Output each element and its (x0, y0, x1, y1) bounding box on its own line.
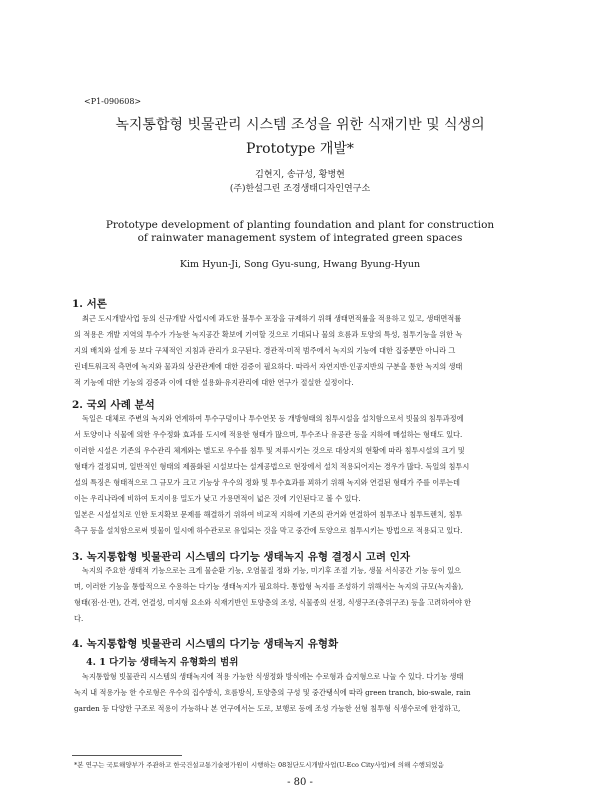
subsection-heading-scope: 4. 1 다기능 생태녹지 유형화의 범위 (86, 657, 239, 668)
body-line: 적 기능에 대한 기능의 검증과 이에 대한 설용화·유지관리에 대한 연구가 절실한 실정이다. (74, 378, 354, 387)
footnote-divider (72, 755, 182, 756)
body-line: 형태(점·선·면), 간격, 연결성, 미지형 요소와 식재기반인 토양층의 조성, 식물종의 선정, 식생구조(층위구조) 등을 고려하여야 한 (74, 598, 472, 607)
affiliation-ko: (주)한설그린 조경생태디자인연구소 (229, 184, 371, 194)
section-heading-typology: 4. 녹지통합형 빗물관리 시스템의 다기능 생태녹지 유형화 (72, 638, 339, 650)
title-ko-line2: Prototype 개발* (246, 141, 354, 157)
body-line: 지의 배치와 설계 등 보다 구체적인 지침과 관리가 요구된다. 경관적·미적 범주에서 녹지의 기능에 대한 집중뿐만 아니라 그 (74, 346, 456, 355)
section-heading-factors: 3. 녹지통합형 빗물관리 시스템의 다기능 생태녹지 유형 결정시 고려 인자 (72, 551, 411, 563)
body-line: 이는 우리나라에 비하여 토지이용 밀도가 낮고 가용면적이 넓은 것에 기인된다고 볼 수 있다. (74, 494, 361, 503)
body-line: 녹지 내 적용가능 한 수로형은 우수의 집수방식, 흐름방식, 토양층의 구성 및 중간탱식에 따라 green tranch, bio-swale, rain (74, 688, 471, 697)
title-ko-line1: 녹지통합형 빗물관리 시스템 조성을 위한 식재기반 및 식생의 (115, 117, 485, 133)
title-en-line1: Prototype development of planting foundation and plant for construction (105, 219, 495, 231)
paper-code: <P1-090608> (84, 97, 142, 106)
authors-en: Kim Hyun-Ji, Song Gyu-sung, Hwang Byung-Hyun (179, 259, 421, 270)
body-line: 일본은 시설설치로 인한 토지확보 문제를 해결하기 위하여 비교적 지하에 기존의 관거와 연결하여 침투조나 침투트렌치, 침투 (74, 510, 463, 519)
body-line: 이러한 시설은 기존의 우수관리 체계와는 별도로 우수를 침투 및 저류시키는 것으로 대상지의 현황에 따라 침투시설의 크기 및 (74, 446, 465, 455)
body-line: 형태가 결정되며, 일반적인 형태의 제품화된 시설보다는 설계공법으로 현장에서 설치 적용되어지는 경우가 많다. 독일의 침투시 (74, 462, 470, 471)
page-number: - 80 - (287, 777, 313, 788)
footnote: *본 연구는 국토해양부가 주관하고 한국건설교통기술평가원이 시행하는 08첨단도시개발사업(U-Eco City사업)에 의해 수행되었음 (74, 761, 444, 769)
body-line: garden 등 다양한 구조로 적용이 가능하나 본 연구에서는 도로, 보행로 등에 조성 가능한 선형 침투형 식생수로에 한정하고, (74, 704, 461, 713)
body-line: 다. (74, 614, 84, 623)
section-heading-introduction: 1. 서론 (72, 298, 107, 310)
body-line: 측구 등을 설치함으로써 빗물이 일시에 하수관로로 유입되는 것을 막고 중간에 토양으로 침투시키는 방법으로 적용되고 있다. (74, 526, 463, 535)
section-heading-case-analysis: 2. 국외 사례 분석 (72, 399, 155, 411)
title-en-line2: of rainwater management system of integrated green spaces (137, 232, 463, 244)
body-line: 린네트워크적 측면에 녹지와 물과의 상관관계에 대한 검증이 필요하다. 따라서 자연지반·인공지반의 구분을 통한 녹지의 생태 (74, 362, 463, 371)
body-line: 며, 이러한 기능을 통합적으로 수용하는 다기능 생태녹지가 필요하다. 통합형 녹지를 조성하기 위해서는 녹지의 규모(녹지율), (74, 582, 464, 591)
body-line: 설의 특징은 형태적으로 그 규모가 크고 기능상 우수의 정화 및 투수효과를 꾀하기 위해 녹지와 연결된 형태가 주를 이루는데 (74, 478, 461, 487)
body-line: 최근 도시개발사업 등의 신규개발 사업시에 과도한 불투수 포장을 규제하기 위해 생태면적률을 적용하고 있고, 생태면적률 (82, 314, 462, 323)
body-line: 녹지통합형 빗물관리 시스템의 생태녹지에 적용 가능한 식생정화 방식에는 수로형과 습지형으로 나눌 수 있다. 다기능 생태 (82, 672, 464, 681)
authors-ko: 김현지, 송규성, 황병현 (255, 170, 345, 180)
body-line: 녹지의 주요한 생태적 기능으로는 크게 물순환 기능, 오염물질 정화 기능, 미기후 조절 기능, 생물 서식공간 기능 등이 있으 (82, 566, 461, 575)
body-line: 독일은 대체로 주변의 녹지와 연계하여 투수구덩이나 투수연못 등 개방형태의 침투시설을 설치함으로서 빗물의 침투과정에 (82, 414, 464, 423)
body-line: 의 적용은 개발 지역의 투수가 가능한 녹지공간 확보에 기여할 것으로 기대되나 물의 흐름과 토양의 특성, 침투기능을 위한 녹 (74, 330, 463, 339)
body-line: 서 토양이나 식물에 의한 우수정화 효과를 도시에 적용한 형태가 많으며, 투수조나 유공관 등을 지하에 매설하는 형태도 있다. (74, 430, 463, 439)
